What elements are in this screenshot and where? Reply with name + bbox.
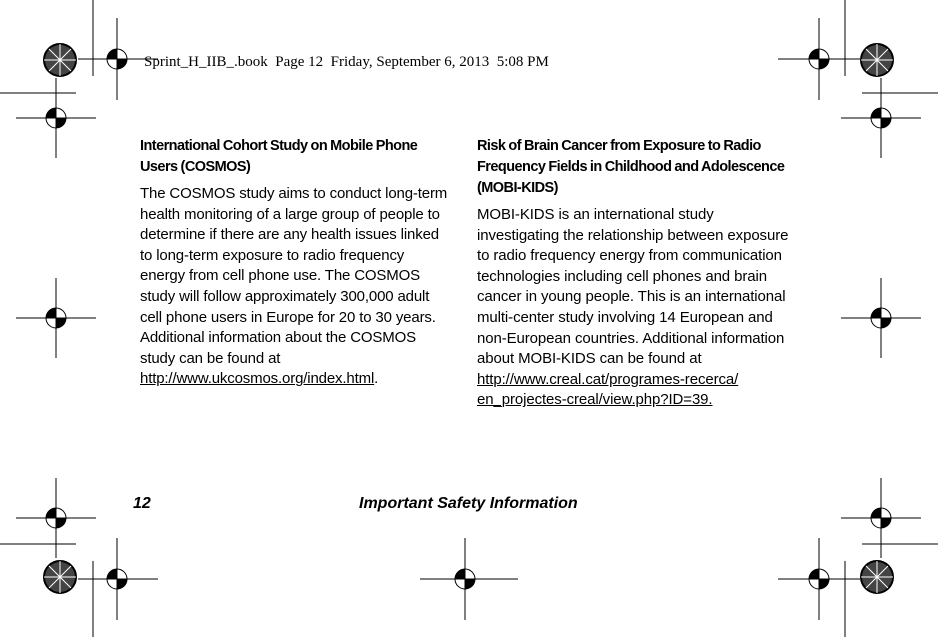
cosmos-trailing: . [374, 370, 379, 388]
cosmos-heading: International Cohort Study on Mobile Phone Users (COSMOS) [140, 138, 418, 175]
cosmos-body-text: The COSMOS study aims to conduct long-term health monitoring of a large group of people to determine if there are any health issues linked to long-term exposure to radio frequency energy from cell phone use. The COSMOS study will follow approximately 300,000 adult cell phone users in Europe for 20 to 30 years. Additional information about the COSMOS study can be found at [140, 185, 448, 367]
mobi-kids-heading: Risk of Brain Cancer from Exposure to Radio Frequency Fields in Childhood and Adolescence (MOBI-KIDS) [477, 138, 785, 196]
print-header: Sprint_H_IIB_.book Page 12 Friday, September 6, 2013 5:08 PM [144, 54, 549, 70]
cosmos-body [140, 184, 452, 390]
mobi-kids-body-text: MOBI-KIDS is an international study investigating the relationship between exposure to radio frequency energy from communication technologies including cell phones and brain cancer in young people. This is an international multi-center study involving 14 European and non-European countries. Additional information about MOBI-KIDS can be found at [477, 206, 789, 368]
mobi-kids-section [477, 136, 789, 411]
cosmos-section [140, 136, 452, 390]
cosmos-link[interactable]: http://www.ukcosmos.org/index.html [140, 370, 375, 388]
mobi-kids-link[interactable]: http://www.creal.cat/programes-recerca/ en_projectes-creal/view.php?ID=39. [477, 370, 739, 409]
page-number: 12 [133, 495, 151, 512]
footer-title: Important Safety Information [359, 495, 578, 512]
mobi-kids-body [477, 205, 789, 411]
